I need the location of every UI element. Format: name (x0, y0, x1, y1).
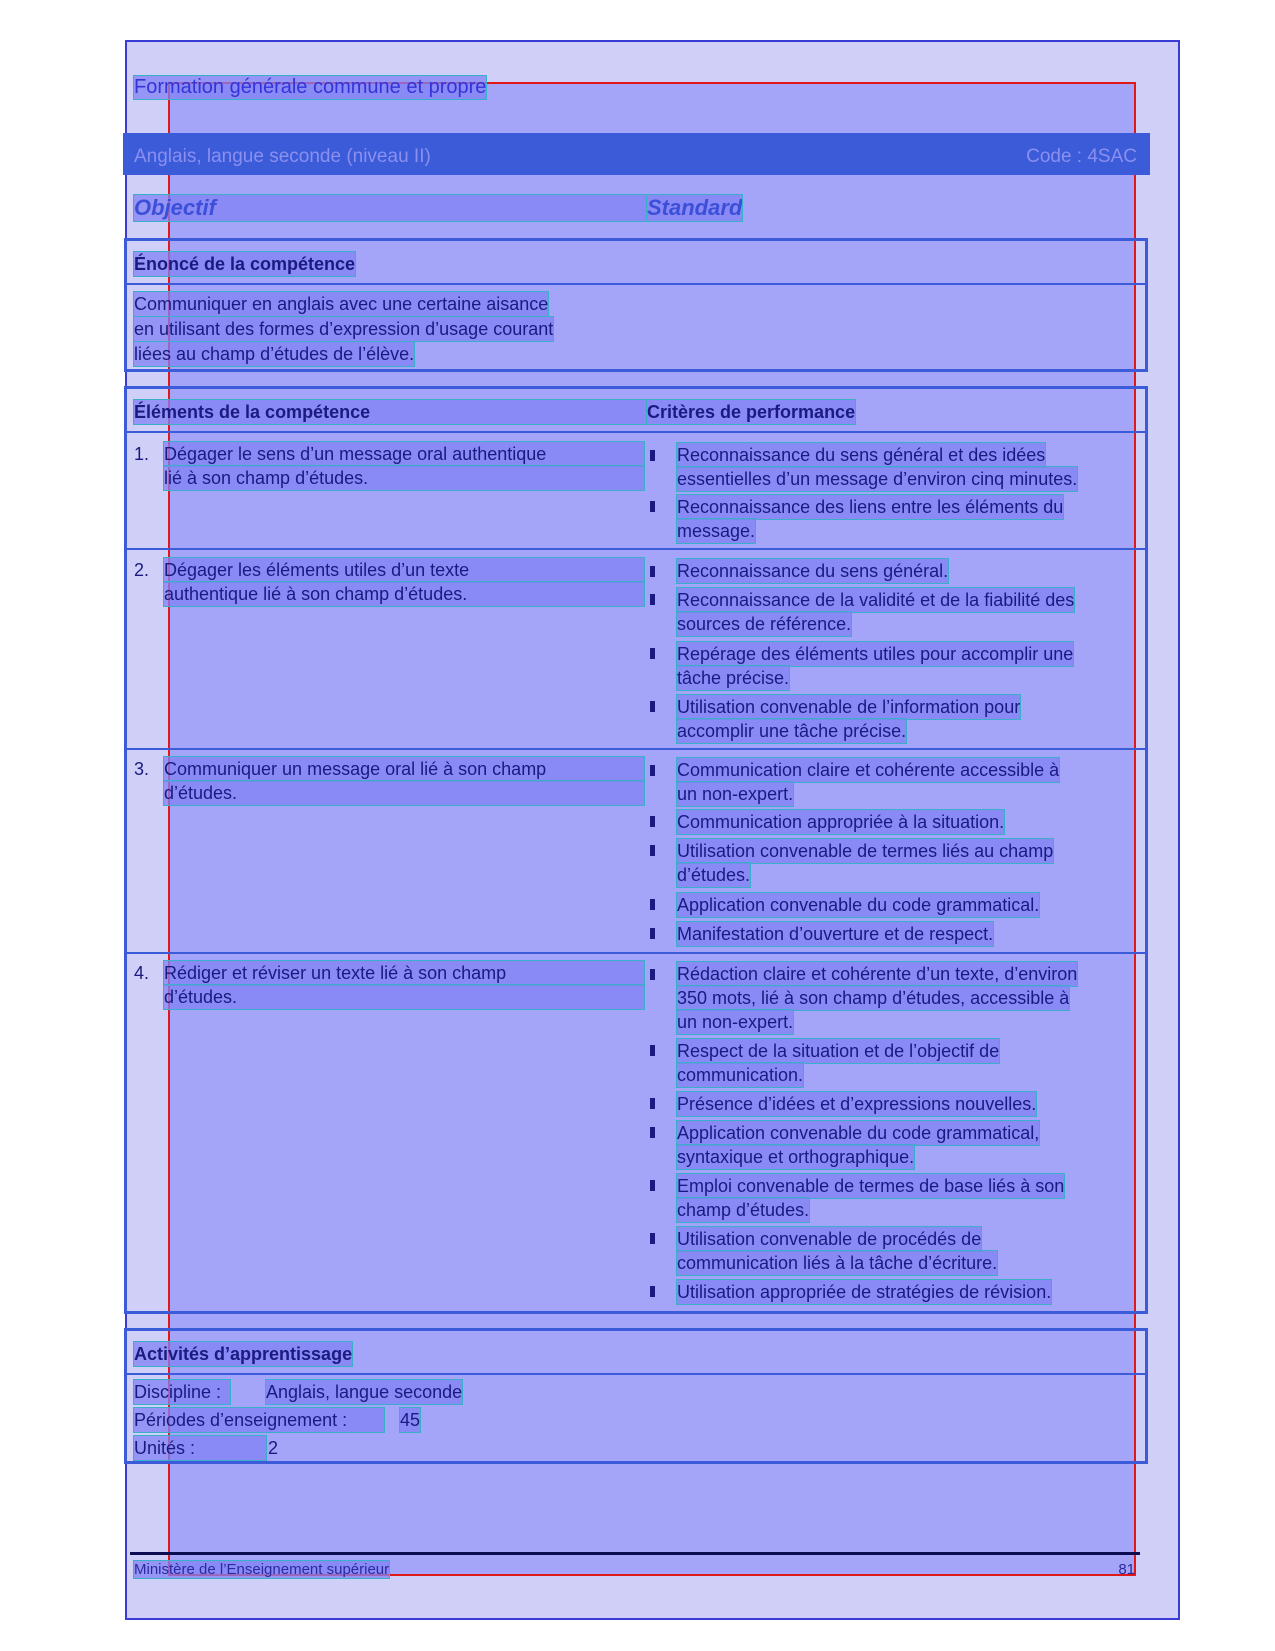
criterion-2-3-line-2: tâche précise. (677, 668, 790, 688)
element-1-line-1: Dégager le sens d’un message oral authentique (164, 442, 644, 466)
competence-heading: Énoncé de la compétence (134, 254, 356, 274)
bullet-icon (650, 765, 655, 776)
bullet-icon (650, 566, 655, 577)
criterion-3-5-line-1: Manifestation d’ouverture et de respect. (677, 924, 994, 944)
criterion-2-4-line-2: accomplir une tâche précise. (677, 721, 907, 741)
criterion-4-2-line-2: communication. (677, 1065, 804, 1085)
page-number: 81 (1118, 1561, 1135, 1578)
bullet-icon (650, 1098, 655, 1109)
element-4-line-1: Rédiger et réviser un texte lié à son champ (164, 961, 644, 985)
section-title: Formation générale commune et propre (134, 76, 487, 98)
criterion-4-4-line-1: Application convenable du code grammatical, (677, 1123, 1040, 1143)
objective-header: Objectif (134, 195, 646, 221)
criterion-1-1-line-1: Reconnaissance du sens général et des idées (677, 445, 1046, 465)
bullet-icon (650, 845, 655, 856)
criterion-4-1-line-1: Rédaction claire et cohérente d’un texte, d’environ (677, 964, 1078, 984)
criterion-2-2-line-1: Reconnaissance de la validité et de la fiabilité des (677, 590, 1075, 610)
criterion-1-2-line-1: Reconnaissance des liens entre les éléments du (677, 497, 1064, 517)
criterion-3-2-line-1: Communication appropriée à la situation. (677, 812, 1005, 832)
element-1-line-2: lié à son champ d’études. (164, 466, 644, 490)
standard-header: Standard (647, 195, 743, 220)
criterion-1-1-line-2: essentielles d’un message d’environ cinq minutes. (677, 469, 1078, 489)
footer-rule (130, 1552, 1140, 1555)
units-label: Unités : (134, 1436, 266, 1460)
criterion-4-3-line-1: Présence d’idées et d’expressions nouvelles. (677, 1094, 1037, 1114)
criterion-2-3-line-1: Repérage des éléments utiles pour accomplir une (677, 644, 1074, 664)
criterion-4-6-line-2: communication liés à la tâche d’écriture. (677, 1253, 998, 1273)
criterion-4-4-line-2: syntaxique et orthographique. (677, 1147, 915, 1167)
activities-heading: Activités d’apprentissage (134, 1344, 353, 1364)
element-3-number: 3. (134, 759, 150, 779)
bullet-icon (650, 1233, 655, 1244)
bullet-icon (650, 1045, 655, 1056)
bullet-icon (650, 701, 655, 712)
course-name: Anglais, langue seconde (niveau II) (134, 146, 431, 167)
element-3-line-1: Communiquer un message oral lié à son champ (164, 757, 644, 781)
bullet-icon (650, 1127, 655, 1138)
criterion-3-1-line-1: Communication claire et cohérente accessible à (677, 760, 1060, 780)
discipline-label: Discipline : (134, 1380, 230, 1404)
bullet-icon (650, 594, 655, 605)
criterion-4-1-line-3: un non-expert. (677, 1012, 794, 1032)
element-2-line-2: authentique lié à son champ d’études. (164, 582, 644, 606)
element-4-number: 4. (134, 963, 150, 983)
criterion-4-7-line-1: Utilisation appropriée de stratégies de révision. (677, 1282, 1052, 1302)
bullet-icon (650, 928, 655, 939)
competence-line-2: en utilisant des formes d’expression d’usage courant (134, 319, 554, 339)
units-value: 2 (268, 1438, 279, 1458)
bullet-icon (650, 1286, 655, 1297)
criterion-4-5-line-2: champ d’études. (677, 1200, 810, 1220)
element-2-number: 2. (134, 560, 150, 580)
bullet-icon (650, 1180, 655, 1191)
criterion-4-5-line-1: Emploi convenable de termes de base liés à son (677, 1176, 1065, 1196)
criterion-2-2-line-2: sources de référence. (677, 614, 852, 634)
criterion-3-4-line-1: Application convenable du code grammatical. (677, 895, 1040, 915)
criterion-3-1-line-2: un non-expert. (677, 784, 794, 804)
criterion-1-2-line-2: message. (677, 521, 756, 541)
criterion-3-3-line-1: Utilisation convenable de termes liés au champ (677, 841, 1054, 861)
bullet-icon (650, 450, 655, 461)
bullet-icon (650, 969, 655, 980)
periods-label: Périodes d’enseignement : (134, 1408, 384, 1432)
criterion-2-1-line-1: Reconnaissance du sens général. (677, 561, 949, 581)
elements-heading: Éléments de la compétence (134, 400, 646, 424)
bullet-icon (650, 816, 655, 827)
bullet-icon (650, 501, 655, 512)
criterion-3-3-line-2: d’études. (677, 865, 751, 885)
criteria-heading: Critères de performance (647, 402, 856, 422)
competence-line-1: Communiquer en anglais avec une certaine aisance (134, 294, 549, 314)
course-code: Code : 4SAC (1026, 146, 1137, 167)
footer-ministry: Ministère de l’Enseignement supérieur (134, 1561, 390, 1578)
competence-line-3: liées au champ d’études de l’élève. (134, 344, 415, 364)
element-4-line-2: d’études. (164, 985, 644, 1009)
criterion-4-1-line-2: 350 mots, lié à son champ d’études, accessible à (677, 988, 1070, 1008)
criterion-4-6-line-1: Utilisation convenable de procédés de (677, 1229, 982, 1249)
element-1-number: 1. (134, 444, 150, 464)
bullet-icon (650, 899, 655, 910)
criterion-2-4-line-1: Utilisation convenable de l’information pour (677, 697, 1021, 717)
discipline-value: Anglais, langue seconde (266, 1382, 463, 1402)
element-2-line-1: Dégager les éléments utiles d’un texte (164, 558, 644, 582)
element-3-line-2: d’études. (164, 781, 644, 805)
periods-value: 45 (400, 1410, 421, 1430)
bullet-icon (650, 648, 655, 659)
criterion-4-2-line-1: Respect de la situation et de l’objectif de (677, 1041, 1000, 1061)
